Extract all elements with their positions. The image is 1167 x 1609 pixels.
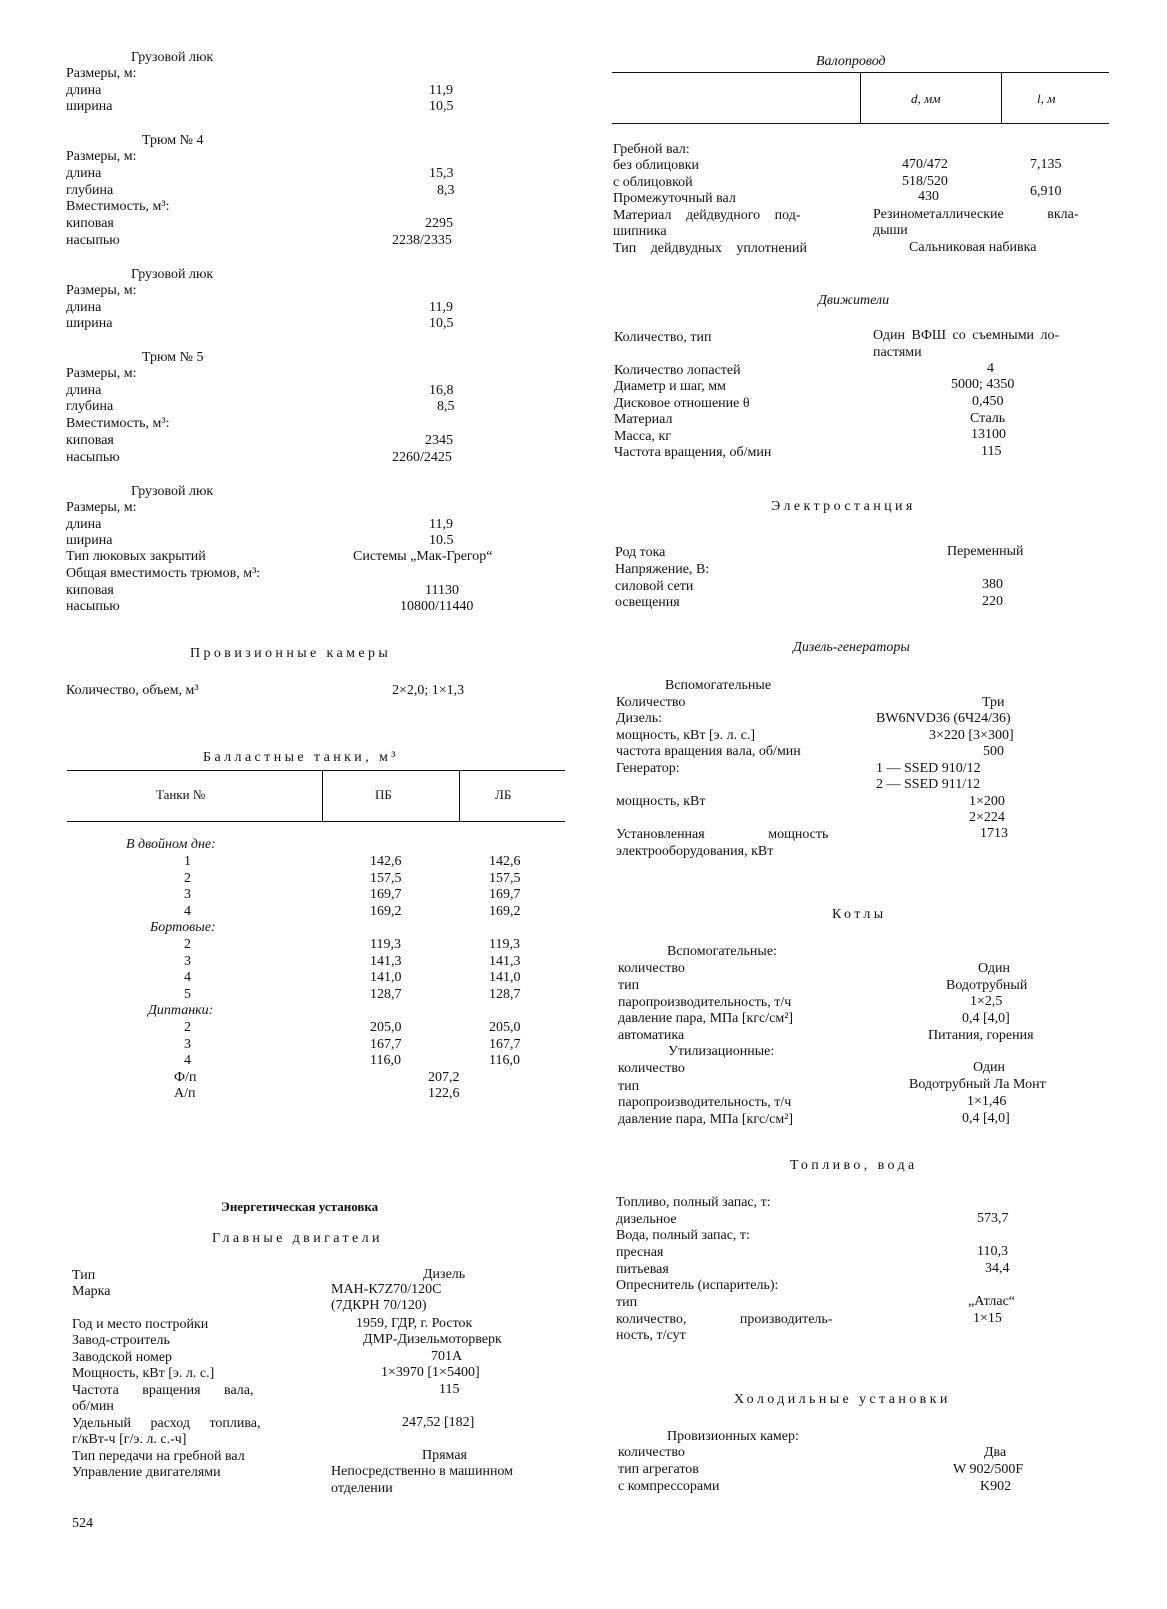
label: Дисковое отношение θ [614, 396, 750, 411]
label: киповая [66, 583, 114, 598]
table-header: l, м [1037, 91, 1056, 106]
label: количество [618, 1061, 685, 1076]
label: Тип дейдвудных уплотнений [613, 241, 808, 256]
table-cell: 169,2 [489, 903, 521, 919]
value: 15,3 [429, 166, 454, 181]
value: Переменный [947, 544, 1024, 559]
value: Один ВФШ со съемными ло- [873, 328, 1060, 343]
table-cell: 207,2 [428, 1070, 460, 1085]
value: 573,7 [977, 1211, 1009, 1226]
value: 8,5 [437, 399, 455, 414]
label: длина [66, 300, 102, 315]
label: Марка [72, 1284, 111, 1299]
label: длина [66, 83, 102, 98]
table-cell: 119,3 [370, 937, 401, 952]
label: мощность, кВт [616, 794, 706, 809]
section-heading: Электростанция [771, 499, 916, 514]
table-cell: 3 [184, 887, 191, 903]
table-rule-header [67, 821, 565, 822]
label: Промежуточный вал [613, 191, 736, 206]
table-cell: 4 [184, 970, 191, 986]
value: 1×2,5 [970, 994, 1003, 1009]
value: 1713 [980, 826, 1008, 841]
table-cell: 5 [184, 986, 191, 1002]
table-col-divider [1001, 72, 1002, 123]
table-cell: 167,7 [370, 1036, 402, 1052]
table-title: Валопровод [816, 54, 886, 69]
label: паропроизводительность, т/ч [618, 995, 792, 1010]
value: 2345 [425, 433, 453, 448]
value: 5000; 4350 [951, 377, 1015, 392]
label: Материал дейдвудного под- [613, 208, 801, 223]
value: 115 [439, 1382, 460, 1397]
table-cell: 1 [184, 854, 191, 869]
label: Напряжение, В: [615, 562, 710, 577]
label: Дизель: [616, 711, 663, 726]
value: (7ДКРН 70/120) [331, 1298, 427, 1313]
table-cell: 4 [184, 903, 191, 919]
label: давление пара, МПа [кгс/см²] [618, 1011, 794, 1026]
value: Непосредственно в машинном [331, 1464, 514, 1479]
label: питьевая [616, 1262, 669, 1277]
value: Три [982, 695, 1005, 710]
value: 10,5 [429, 316, 454, 331]
table-cell: 122,6 [428, 1086, 460, 1101]
label: тип [618, 978, 640, 993]
label: Вместимость, м³: [66, 199, 170, 214]
label: Вода, полный запас, т: [616, 1228, 750, 1243]
label: киповая [66, 433, 114, 448]
label: с облицовкой [613, 175, 693, 190]
label: Количество, объем, м³ [66, 683, 199, 698]
label: количество [618, 961, 685, 976]
group-label: Бортовые: [150, 920, 216, 935]
label: паропроизводительность, т/ч [618, 1095, 792, 1110]
label: Генератор: [616, 761, 680, 776]
label: Количество, тип [614, 330, 712, 345]
section-heading: Котлы [832, 907, 887, 922]
section-title: Трюм № 5 [142, 350, 204, 365]
table-cell: 141,0 [370, 970, 402, 986]
value: Сальниковая набивка [909, 240, 1037, 255]
table-cell: 2 [184, 870, 191, 886]
value: 2295 [425, 216, 453, 231]
label: мощность, кВт [э. л. с.] [616, 728, 755, 743]
value: BW6NVD36 (6Ч24/36) [876, 711, 1011, 726]
value: 0,450 [972, 394, 1004, 409]
table-header: d, мм [911, 91, 941, 106]
table-col-divider [860, 72, 861, 123]
value: Прямая [422, 1448, 467, 1463]
label: Провизионных камер: [667, 1429, 799, 1444]
value: 16,8 [429, 383, 454, 398]
label: Диаметр и шаг, мм [614, 379, 726, 394]
label: ширина [66, 99, 113, 114]
label: Частота вращения вала, [72, 1383, 254, 1398]
table-cell: 141,0 [489, 970, 521, 986]
label: Размеры, м: [66, 283, 137, 298]
label: Управление двигателями [72, 1465, 221, 1480]
table-rule-header [612, 123, 1109, 124]
value: 1×3970 [1×5400] [381, 1365, 480, 1380]
section-title: Трюм № 4 [142, 133, 204, 148]
label: ширина [66, 316, 113, 331]
label: Утилизационные: [668, 1044, 775, 1059]
value: Сталь [970, 411, 1006, 426]
label: Заводской номер [72, 1350, 173, 1365]
label: Удельный расход топлива, [72, 1416, 261, 1431]
value: 2 — SSED 911/12 [876, 777, 981, 792]
label: Завод-строитель [72, 1333, 170, 1348]
value: МАН-К7Z70/120С [331, 1282, 442, 1297]
value: 11,9 [429, 83, 453, 98]
label: тип [616, 1295, 638, 1310]
label: силовой сети [615, 579, 694, 594]
label: Гребной вал: [613, 142, 690, 157]
value: K902 [980, 1479, 1012, 1494]
table-rule-top [67, 770, 565, 771]
table-cell: Ф/п [174, 1070, 197, 1085]
label: пресная [616, 1245, 664, 1260]
value: 380 [982, 577, 1003, 592]
table-cell: 169,2 [370, 903, 402, 919]
value: 10.5 [429, 533, 454, 548]
label: киповая [66, 216, 114, 231]
value: 115 [981, 444, 1002, 459]
value: 1×1,46 [967, 1094, 1007, 1109]
table-cell: 3 [184, 1036, 191, 1052]
table-cell: 3 [184, 953, 191, 969]
value: 1×15 [973, 1311, 1002, 1326]
value: 2×2,0; 1×1,3 [392, 683, 465, 698]
value: ДМР-Дизельмоторверк [363, 1332, 502, 1347]
label: Опреснитель (испаритель): [616, 1278, 779, 1293]
label: г/кВт-ч [г/э. л. с.-ч] [72, 1432, 187, 1447]
table-cell: 2 [184, 937, 191, 952]
label: Установленная мощность [616, 827, 829, 842]
value: Один [973, 1060, 1006, 1075]
label: Топливо, полный запас, т: [616, 1195, 771, 1210]
value: 4 [987, 361, 994, 376]
section-heading: Дизель-генераторы [793, 640, 910, 655]
group-label: Диптанки: [148, 1003, 214, 1018]
label: глубина [66, 183, 114, 198]
table-cell: 205,0 [370, 1020, 402, 1035]
section-heading: Провизионные камеры [190, 646, 392, 661]
page-number: 524 [72, 1516, 93, 1531]
label: Размеры, м: [66, 366, 137, 381]
value: 430 [918, 189, 939, 204]
label: автоматика [618, 1028, 685, 1043]
label: об/мин [72, 1399, 114, 1414]
table-cell: 205,0 [489, 1020, 521, 1035]
label: Вместимость, м³: [66, 416, 170, 431]
label: насыпью [66, 233, 120, 248]
label: без облицовки [613, 158, 700, 173]
table-cell: 157,5 [489, 870, 521, 886]
table-cell: 4 [184, 1053, 191, 1069]
table-header: Танки № [156, 787, 206, 802]
section-heading: Главные двигатели [212, 1231, 383, 1246]
section-title: Грузовой люк [131, 50, 214, 65]
value: Дизель [423, 1267, 466, 1282]
value: 1 — SSED 910/12 [876, 761, 981, 776]
value: 10800/11440 [400, 599, 474, 614]
table-cell: А/п [174, 1086, 196, 1101]
value: 470/472 [902, 157, 948, 172]
value: пастями [873, 345, 922, 360]
label: Год и место постройки [72, 1317, 209, 1332]
label: освещения [615, 595, 680, 610]
label: длина [66, 383, 102, 398]
value: 110,3 [977, 1244, 1008, 1259]
label: Вспомогательные [665, 678, 772, 693]
table-cell: 141,3 [370, 953, 402, 969]
section-heading: Холодильные установки [734, 1392, 951, 1407]
label: Тип [72, 1268, 96, 1283]
value: 518/520 [902, 174, 948, 189]
table-cell: 169,7 [370, 887, 402, 903]
value: 0,4 [4,0] [962, 1111, 1010, 1126]
value: 6,910 [1030, 184, 1062, 199]
table-col-divider [322, 770, 323, 821]
label: Количество лопастей [614, 363, 741, 378]
section-title: Грузовой люк [131, 484, 214, 499]
label: давление пара, МПа [кгс/см²] [618, 1112, 794, 1127]
label: насыпью [66, 450, 120, 465]
value: 10,5 [429, 99, 454, 114]
value: 701A [431, 1349, 463, 1364]
value: W 902/500F [953, 1462, 1024, 1477]
label: Общая вместимость трюмов, м³: [66, 566, 261, 581]
table-cell: 116,0 [489, 1053, 520, 1069]
table-cell: 141,3 [489, 953, 521, 969]
value: 500 [983, 744, 1004, 759]
label: Масса, кг [614, 429, 672, 444]
value: 34,4 [985, 1261, 1010, 1276]
label: с компрессорами [618, 1479, 720, 1494]
label: количество, производитель- [616, 1312, 833, 1327]
value: 2238/2335 [392, 233, 452, 248]
label: Размеры, м: [66, 149, 137, 164]
label: шипника [613, 224, 667, 239]
value: Водотрубный Ла Монт [909, 1077, 1046, 1092]
section-title: Грузовой люк [131, 267, 214, 282]
value: 1×200 [969, 794, 1005, 809]
value: Резинометаллические вкла- [873, 207, 1079, 222]
value: Один [978, 961, 1011, 976]
label: ность, т/сут [616, 1328, 686, 1343]
value: дыши [873, 223, 908, 238]
value: 247,52 [182] [402, 1415, 475, 1430]
label: Частота вращения, об/мин [614, 445, 772, 460]
label: Размеры, м: [66, 500, 137, 515]
table-cell: 116,0 [370, 1053, 401, 1069]
label: Мощность, кВт [э. л. с.] [72, 1366, 215, 1381]
section-heading: Топливо, вода [790, 1158, 918, 1173]
table-title: Балластные танки, м³ [203, 750, 399, 765]
label: Вспомогательные: [667, 944, 777, 959]
value: 220 [982, 594, 1003, 609]
label: насыпью [66, 599, 120, 614]
table-cell: 142,6 [489, 854, 521, 869]
label: частота вращения вала, об/мин [616, 744, 801, 759]
label: дизельное [616, 1212, 677, 1227]
table-cell: 128,7 [489, 986, 521, 1002]
label: Тип передачи на гребной вал [72, 1449, 245, 1464]
value: 2×224 [969, 810, 1005, 825]
group-label: В двойном дне: [126, 837, 216, 852]
table-cell: 169,7 [489, 887, 521, 903]
table-cell: 157,5 [370, 870, 402, 886]
value: „Атлас“ [968, 1294, 1016, 1309]
value: Два [984, 1445, 1007, 1460]
value: Питания, горения [928, 1028, 1034, 1043]
label: электрооборудования, кВт [616, 844, 774, 859]
label: Количество [616, 695, 686, 710]
label: длина [66, 517, 102, 532]
label: Материал [614, 412, 673, 427]
section-heading: Энергетическая установка [221, 1199, 379, 1214]
label: глубина [66, 399, 114, 414]
value: отделении [331, 1481, 393, 1496]
table-cell: 167,7 [489, 1036, 521, 1052]
value: 11,9 [429, 517, 453, 532]
label: длина [66, 166, 102, 181]
value: 1959, ГДР, г. Росток [356, 1316, 473, 1331]
label: тип агрегатов [618, 1462, 699, 1477]
value: 0,4 [4,0] [962, 1011, 1010, 1026]
label: количество [618, 1445, 685, 1460]
value: Системы „Мак-Грегор“ [353, 549, 493, 564]
label: тип [618, 1079, 640, 1094]
table-cell: 119,3 [489, 937, 520, 952]
label: Род тока [615, 545, 666, 560]
value: 2260/2425 [392, 450, 452, 465]
table-header: ЛБ [495, 787, 512, 802]
table-cell: 142,6 [370, 854, 402, 869]
label: Размеры, м: [66, 66, 137, 81]
value: 3×220 [3×300] [929, 728, 1014, 743]
table-cell: 128,7 [370, 986, 402, 1002]
value: 13100 [971, 427, 1006, 442]
value: 11,9 [429, 300, 453, 315]
table-cell: 2 [184, 1020, 191, 1035]
label: ширина [66, 533, 113, 548]
value: 7,135 [1030, 157, 1062, 172]
section-heading: Движители [818, 293, 890, 308]
table-col-divider [459, 770, 460, 821]
value: Водотрубный [946, 978, 1028, 993]
value: 11130 [425, 583, 459, 598]
value: 8,3 [437, 183, 455, 198]
table-header: ПБ [375, 787, 392, 802]
label: Тип люковых закрытий [66, 549, 206, 564]
